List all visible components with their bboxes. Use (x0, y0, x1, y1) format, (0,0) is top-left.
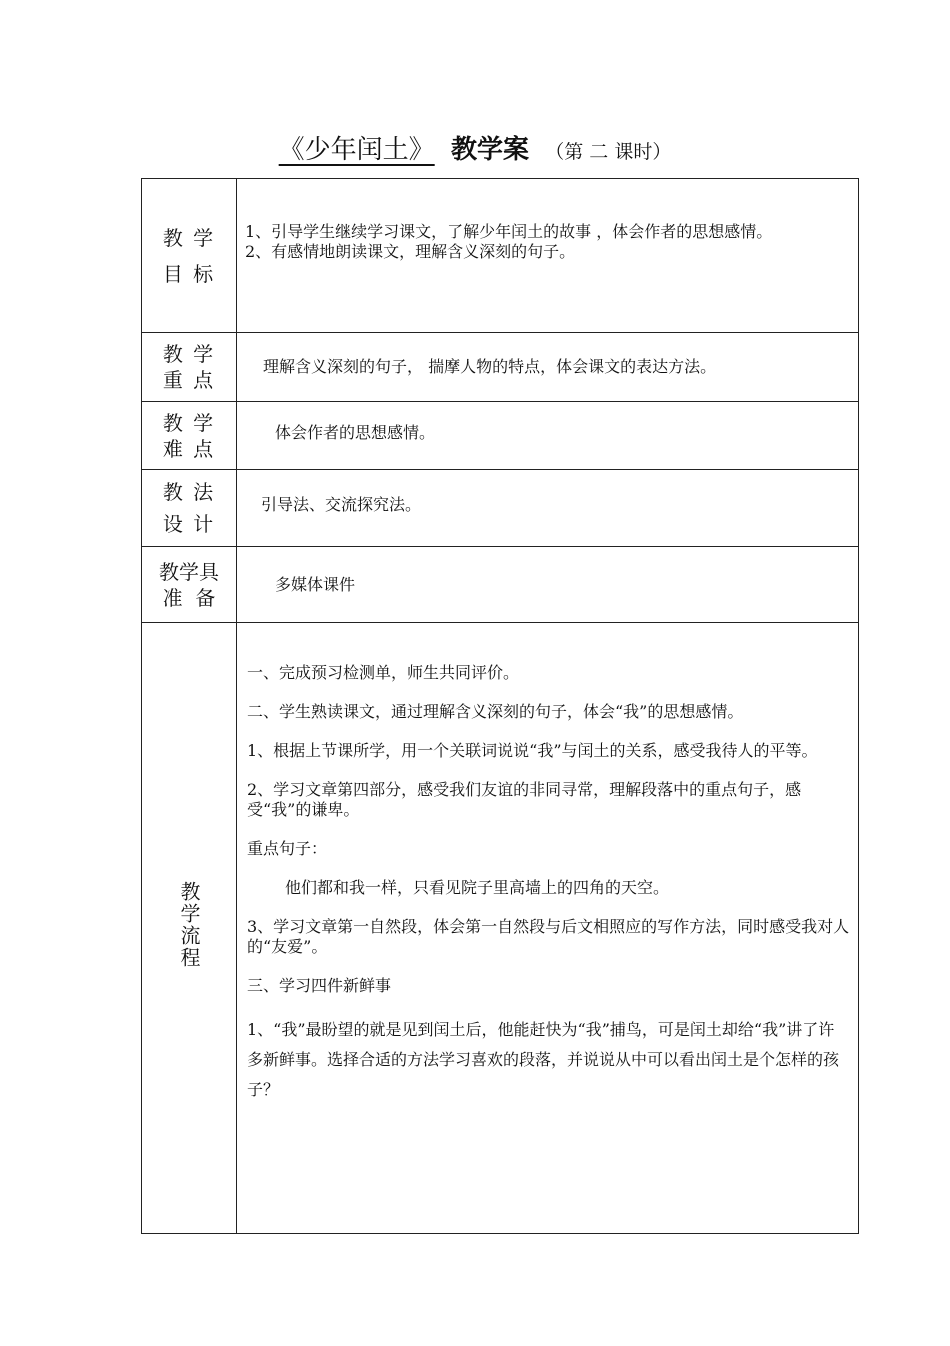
process-row (142, 623, 859, 1234)
difficulty-row (142, 402, 859, 470)
method-label (142, 470, 237, 547)
tools-text: 多媒体课件 (275, 574, 356, 594)
difficulty-content (237, 402, 859, 470)
focus-label-line1: 教 学 (162, 342, 216, 366)
goal-row (142, 179, 859, 333)
focus-label-line2: 重 点 (162, 368, 216, 392)
tools-content (237, 547, 859, 623)
process-paragraph: 1、根据上节课所学，用一个关联词说说“我”与闰土的关系，感受我待人的平等。 (247, 741, 818, 760)
goal-item: 1、引导学生继续学习课文，了解少年闰土的故事 ，体会作者的思想感情。 (245, 221, 773, 241)
process-paragraph: 1、“我”最盼望的就是见到闰土后，他能赶快为“我”捕鸟，可是闰土却给“我”讲了许多新鲜事。选择合适的方法学习喜欢的段落，并说说从中可以看出闰土是个怎样的孩子？ (247, 1020, 840, 1099)
difficulty-label-line2: 难 点 (162, 436, 216, 461)
process-label-text: 教学流程 (177, 881, 201, 969)
difficulty-label-line1: 教 学 (162, 410, 216, 435)
lesson-plan-table (141, 178, 859, 1234)
tools-label-line1: 教学具 (159, 559, 219, 584)
lesson-number: （第 二 课时） (545, 141, 672, 163)
book-title: 《少年闰土》 (278, 135, 435, 165)
method-row (142, 470, 859, 547)
process-paragraph: 三、学习四件新鲜事 (247, 976, 392, 995)
process-paragraph: 重点句子： (247, 839, 328, 858)
plan-title: 教学案 (450, 135, 529, 165)
key-sentence: 他们都和我一样，只看见院子里高墙上的四角的天空。 (285, 878, 670, 897)
focus-content (237, 333, 859, 402)
tools-label-line2: 准 备 (162, 585, 216, 610)
difficulty-text: 体会作者的思想感情。 (275, 422, 436, 442)
method-content (237, 470, 859, 547)
process-paragraph: 二、学生熟读课文，通过理解含义深刻的句子，体会“我”的思想感情。 (247, 702, 744, 721)
tools-row (142, 547, 859, 623)
focus-row (142, 333, 859, 402)
process-paragraph: 一、完成预习检测单，师生共同评价。 (247, 663, 520, 682)
goal-label-line2: 目 标 (162, 261, 216, 286)
process-paragraph: 3、学习文章第一自然段，体会第一自然段与后文相照应的写作方法，同时感受我对人的“友爱”。 (247, 917, 850, 956)
method-label-line1: 教 法 (162, 480, 216, 504)
goal-item: 2、有感情地朗读课文，理解含义深刻的句子。 (245, 241, 576, 261)
method-text: 引导法、交流探究法。 (261, 495, 422, 514)
goal-content (237, 179, 859, 333)
page-title (0, 130, 950, 172)
goal-label (142, 179, 237, 333)
process-label (142, 623, 237, 1234)
focus-text: 理解含义深刻的句子， 揣摩人物的特点，体会课文的表达方法。 (263, 357, 717, 376)
method-label-line2: 设 计 (162, 512, 216, 536)
focus-label (142, 333, 237, 402)
tools-label (142, 547, 237, 623)
difficulty-label (142, 402, 237, 470)
process-paragraph: 2、学习文章第四部分，感受我们友谊的非同寻常，理解段落中的重点句子，感受“我”的谦卑。 (247, 780, 802, 819)
process-content (237, 623, 859, 1234)
goal-label-line1: 教 学 (162, 225, 216, 250)
